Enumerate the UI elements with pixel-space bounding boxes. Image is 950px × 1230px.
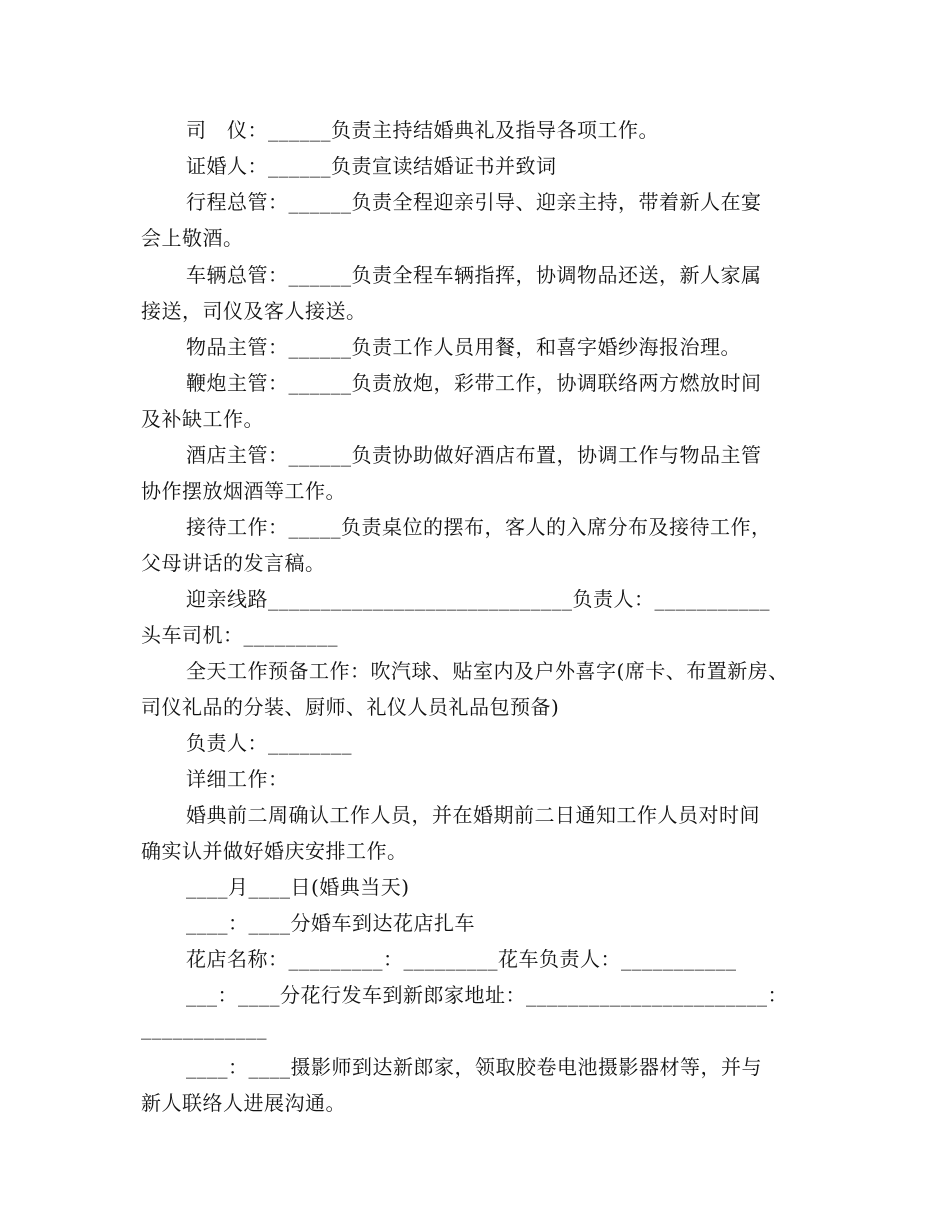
line-officiant: 司 仪：______负责主持结婚典礼及指导各项工作。	[186, 118, 659, 142]
line-two-weeks-before: 婚典前二周确认工作人员，并在婚期前二日通知工作人员对时间	[186, 803, 760, 827]
line-route: 迎亲线路_____________________________负责人：___________	[186, 587, 770, 611]
line-hotel-manager: 酒店主管：______负责协助做好酒店布置，协调工作与物品主管	[186, 443, 762, 467]
line-vehicle-manager: 车辆总管：______负责全程车辆指挥，协调物品还送，新人家属	[186, 263, 762, 287]
line-hotel-manager-cont: 协作摆放烟酒等工作。	[141, 479, 346, 503]
line-vehicle-manager-cont: 接送，司仪及客人接送。	[141, 299, 367, 323]
line-photographer: ____：____摄影师到达新郎家，领取胶卷电池摄影器材等，并与	[186, 1055, 762, 1079]
line-photographer-cont: 新人联络人进展沟通。	[141, 1091, 346, 1115]
line-goods-manager: 物品主管：______负责工作人员用餐，和喜字婚纱海报治理。	[186, 335, 741, 359]
line-reception: 接待工作：_____负责桌位的摆布，客人的入席分布及接待工作，	[186, 515, 772, 539]
line-two-weeks-before-cont: 确实认并做好婚庆安排工作。	[141, 839, 408, 863]
line-lead-driver: 头车司机：_________	[141, 623, 338, 647]
line-detailed-work-heading: 详细工作：	[186, 767, 289, 791]
line-preparation-cont: 司仪礼品的分装、厨师、礼仪人员礼品包预备)	[141, 695, 560, 719]
line-responsible-person: 负责人：________	[186, 731, 352, 755]
line-depart-to-groom-cont: ____________	[141, 1016, 267, 1040]
line-witness: 证婚人：______负责宣读结婚证书并致词	[186, 154, 557, 178]
line-depart-to-groom: ___：____分花行发车到新郎家地址：_______________________：	[186, 983, 788, 1007]
line-itinerary-manager: 行程总管：______负责全程迎亲引导、迎亲主持，带着新人在宴	[186, 190, 762, 214]
line-preparation: 全天工作预备工作：吹汽球、贴室内及户外喜字(席卡、布置新房、	[186, 659, 789, 683]
line-florist-name: 花店名称：_________：_________花车负责人：___________	[186, 947, 737, 971]
line-itinerary-manager-cont: 会上敬酒。	[141, 226, 244, 250]
line-reception-cont: 父母讲话的发言稿。	[141, 551, 326, 575]
line-firecracker-manager: 鞭炮主管：______负责放炮，彩带工作，协调联络两方燃放时间	[186, 371, 762, 395]
line-car-to-florist: ____：____分婚车到达花店扎车	[186, 911, 475, 935]
line-wedding-day-date: ____月____日(婚典当天)	[186, 875, 410, 899]
line-firecracker-manager-cont: 及补缺工作。	[141, 407, 264, 431]
